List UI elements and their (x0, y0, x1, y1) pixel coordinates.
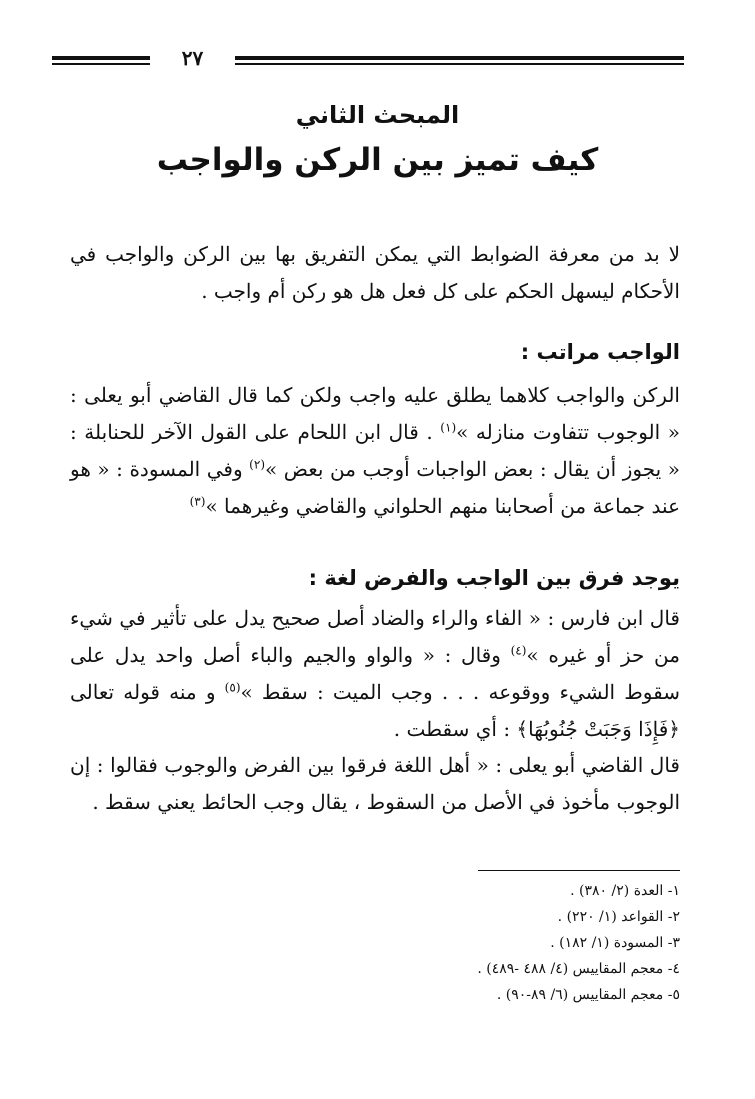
section-title: كيف تميز بين الركن والواجب (156, 142, 599, 178)
paragraph-1-text (70, 377, 680, 525)
p1-part2: . قال ابن اللحام على القول الآخر للحنابلة : « يجوز أن يقال : بعض الواجبات أوجب من بعض » (70, 420, 680, 481)
p1-part3: وفي المسودة : « هو عند جماعة من أصحابنا منهم الحلواني والقاضي وغيرهما » (70, 457, 680, 518)
footnote-1: ١- العدة (٢/ ٣٨٠) . (570, 883, 680, 899)
footnote-separator (478, 870, 680, 871)
p1-part1: الركن والواجب كلاهما يطلق عليه واجب ولكن كما قال القاضي أبو يعلى : « الوجوب تتفاوت منازله » (70, 383, 680, 444)
paragraph-2 (70, 600, 680, 748)
footnote-3: ٣- المسودة (١/ ١٨٢) . (550, 935, 680, 951)
page-number: ٢٧ (181, 46, 204, 70)
header-rule-left-thin (52, 63, 150, 65)
footnote-ref-2: (٢) (249, 457, 265, 472)
p2-part3: و منه قوله تعالى ﴿فَإِذَا وَجَبَتْ جُنُوبُهَا﴾ : أي سقطت . (70, 680, 680, 741)
footnotes (320, 878, 680, 1008)
heading-fard-wajib-difference: يوجد فرق بين الواجب والفرض لغة : (308, 566, 680, 590)
paragraph-1 (70, 377, 680, 525)
header-rule-left (52, 56, 150, 60)
footnote-5: ٥- معجم المقاييس (٦/ ٨٩-٩٠) . (496, 987, 680, 1003)
p2-part1: قال ابن فارس : « الفاء والراء والضاد أصل صحيح يدل على تأثير في شيء من حز أو غيره » (70, 606, 680, 667)
section-titles (40, 100, 715, 180)
intro-paragraph (70, 236, 680, 310)
footnote-ref-4: (٤) (510, 643, 527, 658)
footnote-2: ٢- القواعد (١/ ٢٢٠) . (557, 909, 680, 925)
footnote-ref-5: (٥) (224, 680, 241, 695)
header-rule-right (235, 56, 684, 60)
section-label: المبحث الثاني (295, 101, 460, 129)
page-header (52, 48, 684, 72)
footnote-4: ٤- معجم المقاييس (٤/ ٤٨٨ -٤٨٩) . (477, 961, 680, 977)
paragraph-3 (70, 747, 680, 821)
intro-text: لا بد من معرفة الضوابط التي يمكن التفريق بها بين الركن والواجب في الأحكام ليسهل الحكم على كل فعل هل هو ركن أم واجب . (70, 242, 680, 303)
heading-wajib-ranks: الواجب مراتب : (520, 340, 680, 364)
paragraph-3-text: قال القاضي أبو يعلى : « أهل اللغة فرقوا بين الفرض والوجوب فقالوا : إن الوجوب مأخوذ في الأصل من السقوط ، يقال وجب الحائط يعني سقط . (70, 753, 680, 814)
footnote-ref-1: (١) (440, 420, 457, 435)
paragraph-2-text (70, 600, 680, 748)
header-rule-right-thin (235, 63, 684, 65)
footnote-ref-3: (٣) (189, 494, 206, 509)
p2-part2: وقال : « والواو والجيم والباء أصل واحد يدل على سقوط الشيء ووقوعه . . . وجب الميت : سقط » (70, 643, 680, 704)
